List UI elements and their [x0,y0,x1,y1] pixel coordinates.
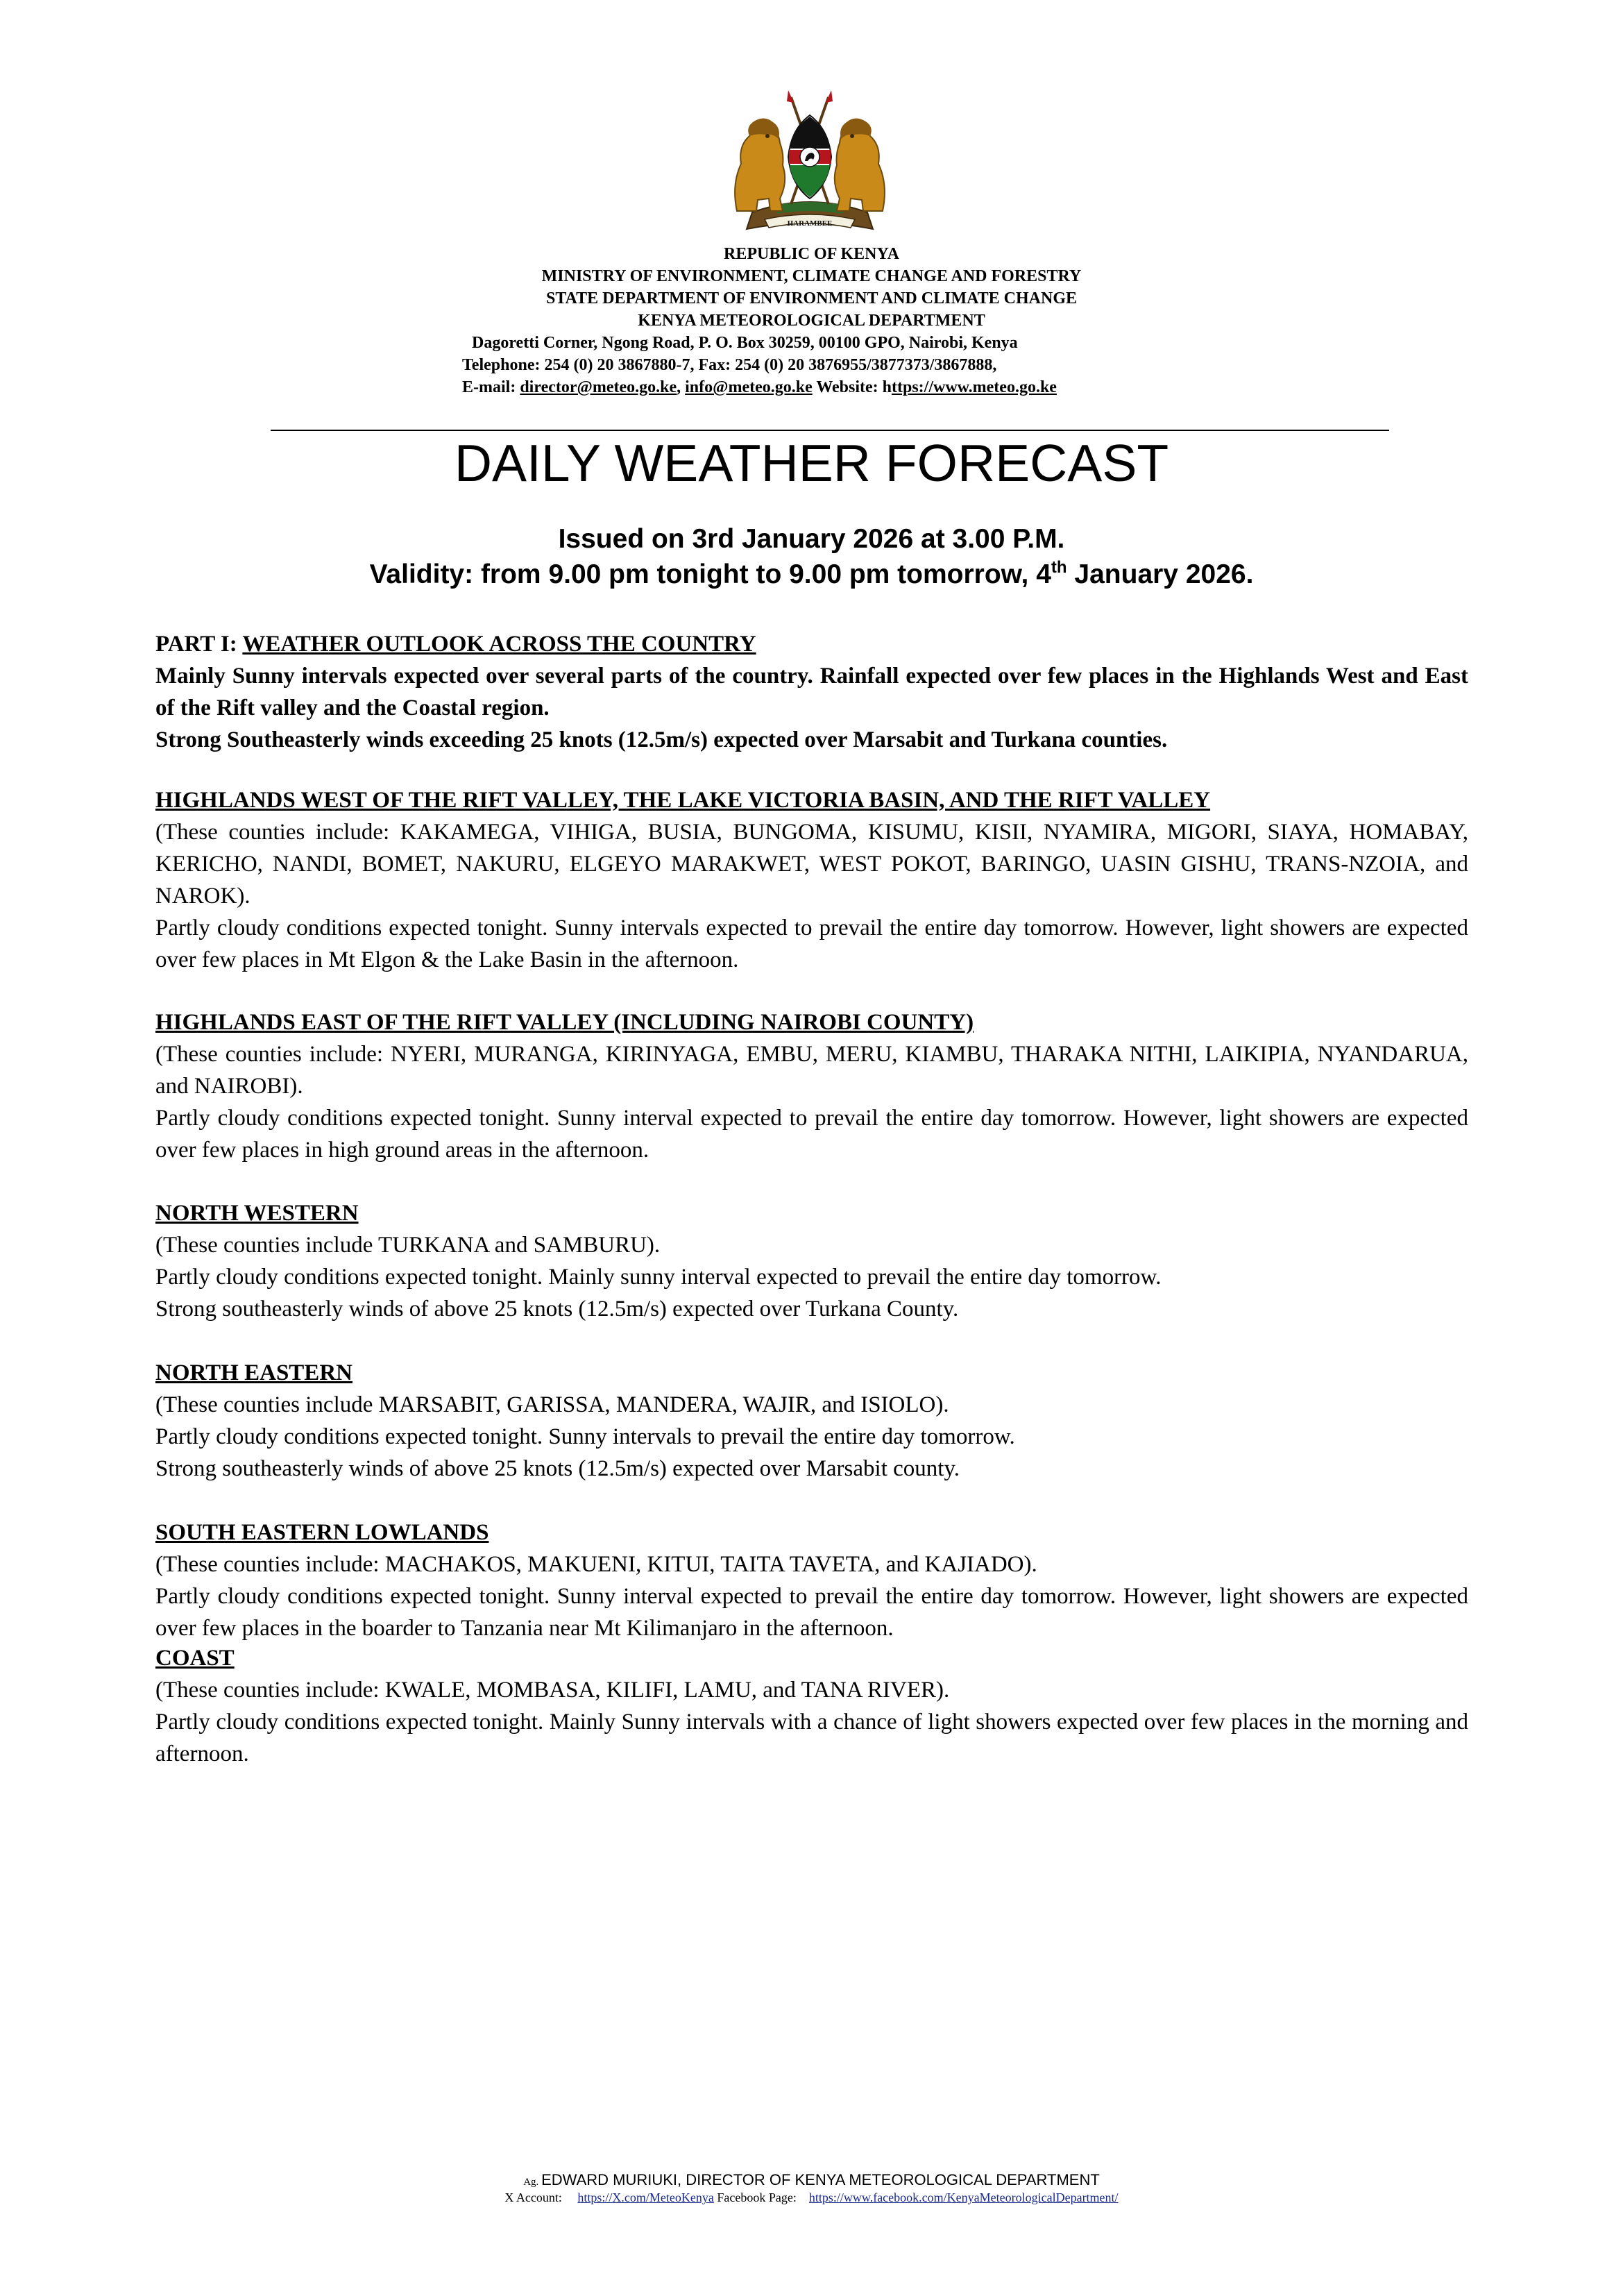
region-north-eastern [155,1357,1468,1485]
part1-heading-text: WEATHER OUTLOOK ACROSS THE COUNTRY [242,632,756,657]
region-counties: (These counties include TURKANA and SAMBURU). [155,1233,661,1258]
part1-heading [155,628,1468,660]
region-counties: (These counties include: KWALE, MOMBASA, KILIFI, LAMU, and TANA RIVER). [155,1678,950,1703]
footer-fb-label: Facebook Page: [713,2191,797,2204]
region-heading: NORTH WESTERN [155,1201,359,1226]
letterhead-line-kmd: KENYA METEOROLOGICAL DEPARTMENT [638,312,985,330]
website-label: Website: h [812,378,892,396]
region-forecast: Partly cloudy conditions expected tonight. Mainly Sunny intervals with a chance of light showers expected over few places in the morning and afternoon. [155,1710,1468,1766]
letterhead-address: Dagoretti Corner, Ngong Road, P. O. Box 30259, 00100 GPO, Nairobi, Kenya [472,334,1018,352]
validity-superscript: th [1051,558,1067,577]
region-forecast: Partly cloudy conditions expected tonight. Sunny intervals expected to prevail the entire day tomorrow. However, light showers are expected over few places in Mt Elgon & the Lake Basin in the afternoon. [155,915,1468,972]
letterhead-contacts [462,332,1057,398]
footer-x-link[interactable]: https://X.com/MeteoKenya [577,2191,714,2204]
footer-signatory-name: EDWARD MURIUKI, DIRECTOR OF KENYA METEOROLOGICAL DEPARTMENT [541,2171,1100,2188]
email-director-link[interactable]: director@meteo.go.ke [520,378,677,396]
region-heading: HIGHLANDS EAST OF THE RIFT VALLEY (INCLUDING NAIROBI COUNTY) [155,1010,974,1035]
email-label: E-mail: [462,378,520,396]
header-divider [271,430,1389,431]
region-highlands-west [155,784,1468,976]
region-highlands-east [155,1006,1468,1166]
email-info-link[interactable]: info@meteo.go.ke [685,378,813,396]
region-counties: (These counties include: MACHAKOS, MAKUENI, KITUI, TAITA TAVETA, and KAJIADO). [155,1552,1037,1577]
part1-winds-text: Strong Southeasterly winds exceeding 25 knots (12.5m/s) expected over Marsabit and Turkana counties. [155,727,1168,752]
region-forecast: Partly cloudy conditions expected tonight. Mainly sunny interval expected to prevail the entire day tomorrow. [155,1265,1162,1290]
footer-x-label: X Account: [504,2191,562,2204]
coat-of-arms-emblem [724,87,895,240]
region-south-eastern [155,1517,1468,1644]
footer-prefix: Ag. [523,2177,542,2188]
region-counties: (These counties include: KAKAMEGA, VIHIGA, BUSIA, BUNGOMA, KISUMU, KISII, NYAMIRA, MIGORI, SIAYA, HOMABAY, KERICHO, NANDI, BOMET, NAKURU, ELGEYO MARAKWET, WEST POKOT, BARINGO, UASIN GISHU, TRANS-NZOIA, and NAROK). [155,820,1468,909]
region-forecast: Partly cloudy conditions expected tonight. Sunny interval expected to prevail the entire day tomorrow. However, light showers are expected over few places in the boarder to Tanzania near Mt Kilimanjaro in the afternoon. [155,1584,1468,1641]
region-forecast: Partly cloudy conditions expected tonight. Sunny intervals to prevail the entire day tomorrow. [155,1424,1015,1449]
region-north-western [155,1197,1468,1325]
region-heading: HIGHLANDS WEST OF THE RIFT VALLEY, THE LAKE VICTORIA BASIN, AND THE RIFT VALLEY [155,788,1211,813]
footer-social [0,2189,1623,2206]
letterhead [0,243,1623,332]
website-link[interactable]: ttps://www.meteo.go.ke [891,378,1057,396]
footer-facebook-link[interactable]: https://www.facebook.com/KenyaMeteorologicalDepartment/ [808,2191,1119,2204]
region-winds: Strong southeasterly winds of above 25 knots (12.5m/s) expected over Turkana County. [155,1297,959,1322]
region-counties: (These counties include: NYERI, MURANGA, KIRINYAGA, EMBU, MERU, KIAMBU, THARAKA NITHI, LAIKIPIA, NYANDARUA, and NAIROBI). [155,1042,1468,1099]
validity-text-post: January 2026. [1067,559,1254,589]
region-heading: SOUTH EASTERN LOWLANDS [155,1520,489,1545]
letterhead-line-state-department: STATE DEPARTMENT OF ENVIRONMENT AND CLIMATE CHANGE [545,289,1077,307]
part1-section [155,628,1468,756]
part1-label: PART I: [155,632,243,657]
letterhead-line-ministry: MINISTRY OF ENVIRONMENT, CLIMATE CHANGE AND FORESTRY [541,267,1082,285]
letterhead-email-line [462,376,1057,398]
validity-line [0,557,1623,593]
region-heading: NORTH EASTERN [155,1360,352,1385]
email-separator: , [677,378,686,396]
coat-motto-text: HARAMBEE [787,219,833,228]
region-winds: Strong southeasterly winds of above 25 knots (12.5m/s) expected over Marsabit county. [155,1456,960,1481]
letterhead-telephone: Telephone: 254 (0) 20 3867880-7, Fax: 254 (0) 20 3876955/3877373/3867888, [462,356,997,374]
region-coast [155,1642,1468,1770]
document-title: DAILY WEATHER FORECAST [454,434,1169,492]
letterhead-line-republic: REPUBLIC OF KENYA [724,245,899,263]
issued-line: Issued on 3rd January 2026 at 3.00 P.M. [558,524,1065,554]
region-heading: COAST [155,1646,235,1671]
part1-outlook-text: Mainly Sunny intervals expected over several parts of the country. Rainfall expected over few places in the Highlands West and East of the Rift valley and the Coastal region. [155,664,1468,720]
validity-text-pre: Validity: from 9.00 pm tonight to 9.00 pm tomorrow, 4 [369,559,1051,589]
region-counties: (These counties include MARSABIT, GARISSA, MANDERA, WAJIR, and ISIOLO). [155,1392,949,1417]
region-forecast: Partly cloudy conditions expected tonight. Sunny interval expected to prevail the entire day tomorrow. However, light showers are expected over few places in high ground areas in the afternoon. [155,1106,1468,1163]
